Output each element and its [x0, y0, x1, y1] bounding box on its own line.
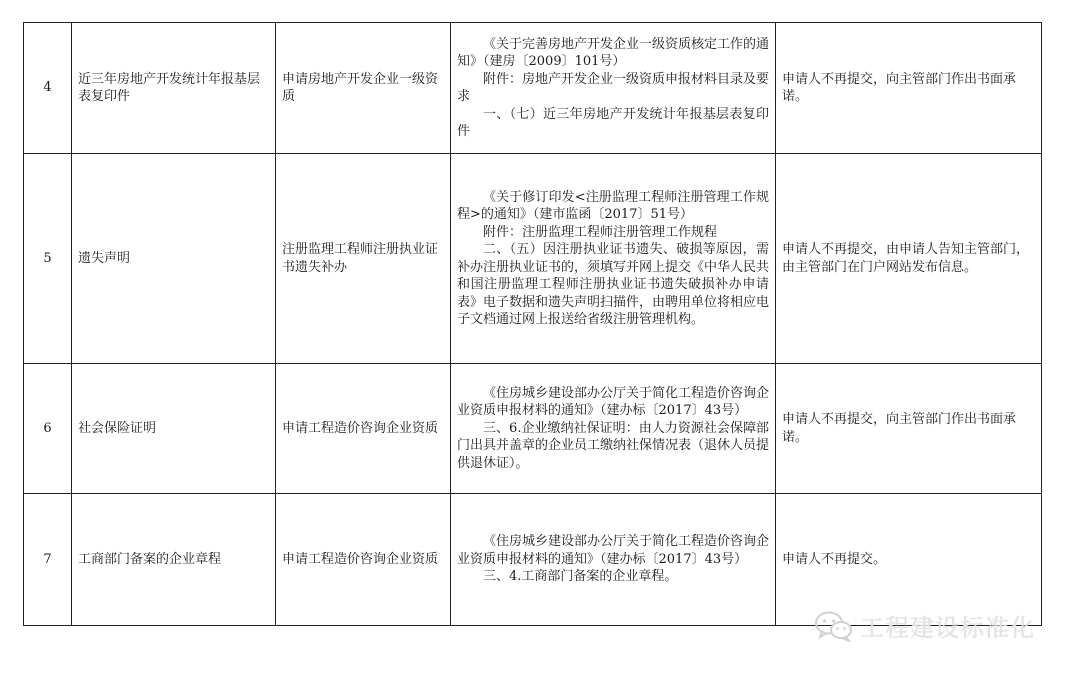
row-number: 7 — [24, 494, 72, 626]
basis-line: 附件：房地产开发企业一级资质申报材料目录及要求 — [457, 71, 770, 104]
legal-basis — [451, 23, 776, 154]
row-number: 4 — [24, 23, 72, 154]
handling-method: 申请人不再提交，由申请人告知主管部门，由主管部门在门户网站发布信息。 — [776, 154, 1042, 364]
table-row — [24, 364, 1042, 494]
table-row — [24, 154, 1042, 364]
legal-basis — [451, 494, 776, 626]
wechat-icon — [814, 610, 854, 642]
service-item: 申请工程造价咨询企业资质 — [276, 494, 451, 626]
table-row — [24, 494, 1042, 626]
handling-method: 申请人不再提交，向主管部门作出书面承诺。 — [776, 364, 1042, 494]
basis-line: 《关于修订印发<注册监理工程师注册管理工作规程>的通知》（建市监函〔2017〕51号） — [457, 189, 769, 222]
material-name: 社会保险证明 — [72, 364, 276, 494]
basis-line: 《关于完善房地产开发企业一级资质核定工作的通知》（建房〔2009〕101号） — [457, 36, 770, 69]
handling-method: 申请人不再提交。 — [776, 494, 1042, 626]
handling-method: 申请人不再提交，向主管部门作出书面承诺。 — [776, 23, 1042, 154]
basis-line: 《住房城乡建设部办公厅关于简化工程造价咨询企业资质申报材料的通知》（建办标〔2017〕43号） — [457, 534, 770, 567]
service-item: 申请工程造价咨询企业资质 — [276, 364, 451, 494]
material-name: 工商部门备案的企业章程 — [72, 494, 276, 626]
legal-basis — [451, 364, 776, 494]
material-name: 遗失声明 — [72, 154, 276, 364]
watermark-text: 工程建设标准化 — [860, 614, 1035, 642]
basis-line: 三、4.工商部门备案的企业章程。 — [483, 569, 678, 585]
basis-line: 二、（五）因注册执业证书遗失、破损等原因，需补办注册执业证书的，须填写并网上提交《中华人民共和国注册监理工程师注册执业证书遗失破损补办申请表》电子数据和遗失声明扫描件，由聘用单位将相应电子文档通过网上报送给省级注册管理机构。 — [457, 242, 770, 327]
watermark — [814, 608, 1035, 643]
basis-line: 一、（七）近三年房地产开发统计年报基层表复印件 — [457, 106, 769, 139]
table-row — [24, 23, 1042, 154]
row-number: 6 — [24, 364, 72, 494]
service-item: 注册监理工程师注册执业证书遗失补办 — [276, 154, 451, 364]
basis-line: 附件：注册监理工程师注册管理工作规程 — [483, 224, 718, 240]
basis-line: 《住房城乡建设部办公厅关于简化工程造价咨询企业资质申报材料的通知》（建办标〔2017〕43号） — [457, 385, 770, 419]
service-item: 申请房地产开发企业一级资质 — [276, 23, 451, 154]
basis-line: 三、6.企业缴纳社保证明：由人力资源社会保障部门出具并盖章的企业员工缴纳社保情况表（退休人员提供退休证）。 — [457, 420, 770, 471]
row-number: 5 — [24, 154, 72, 364]
material-name: 近三年房地产开发统计年报基层表复印件 — [72, 23, 276, 154]
legal-basis — [451, 154, 776, 364]
document-table — [23, 22, 1042, 626]
